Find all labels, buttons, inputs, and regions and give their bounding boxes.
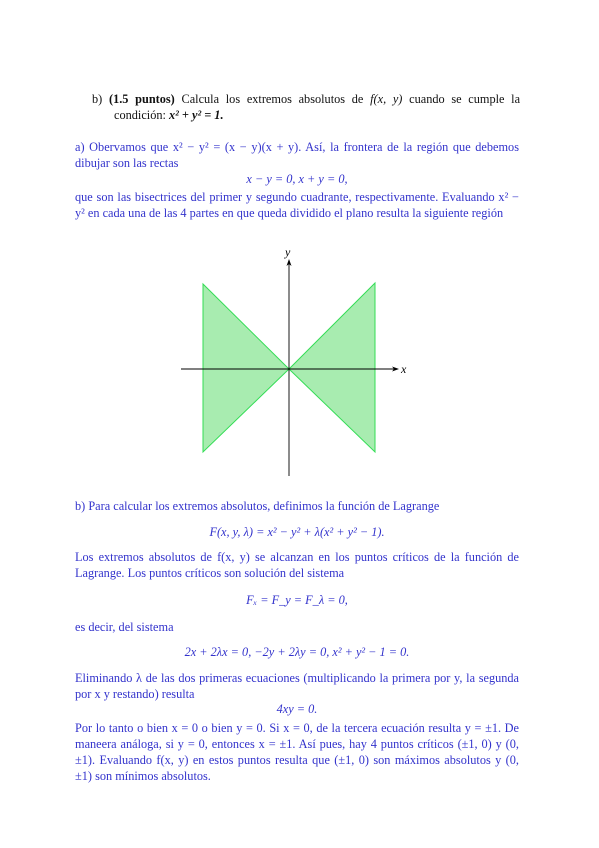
- part-a-after: que son las bisectrices del primer y segundo cuadrante, respectivamente. Evaluando x² − y² en cada una de las 4 partes en que queda dividido el plano resulta la siguiente región: [75, 190, 519, 220]
- problem-function: f(x, y): [370, 92, 403, 106]
- problem-points: (1.5 puntos): [108, 92, 175, 106]
- problem-condition: x² + y² = 1.: [169, 108, 224, 122]
- y-axis-label: y: [285, 245, 291, 259]
- part-a-intro: a) Obervamos que x² − y² = (x − y)(x + y). Así, la frontera de la región que debemos dibujar son las rectas: [75, 140, 519, 170]
- x-axis-label: x: [401, 362, 407, 376]
- region-wedge-left: [203, 284, 289, 452]
- problem-text-1: Calcula los extremos absolutos de: [181, 92, 364, 106]
- part-a-lines-equation: x − y = 0, x + y = 0,: [246, 172, 348, 186]
- part-b-paragraph-4: Eliminando λ de las dos primeras ecuaciones (multiplicando la primera por y, la segunda por x y restando) resulta: [75, 671, 519, 701]
- problem-label: b): [92, 92, 103, 106]
- part-b-paragraph-2: Los extremos absolutos de f(x, y) se alcanzan en los puntos críticos de la función de Lagrange. Los puntos críticos son solución del sistema: [75, 550, 519, 580]
- part-b-paragraph-5: Por lo tanto o bien x = 0 o bien y = 0. Si x = 0, de la tercera ecuación resulta y = ±1. De maneera análoga, si y = 0, entonces x = ±1. Así pues, hay 4 puntos críticos (±1, 0) y (0, ±1). Evaluando f(x, y) en estos puntos resulta que (±1, 0) son máximos absolutos y (0, ±1) son mínimos absolutos.: [75, 721, 519, 783]
- system-2: 2x + 2λx = 0, −2y + 2λy = 0, x² + y² − 1 = 0.: [184, 645, 410, 659]
- equation-4xy: 4xy = 0.: [276, 702, 318, 716]
- lagrange-function: F(x, y, λ) = x² − y² + λ(x² + y² − 1).: [209, 525, 385, 539]
- part-b-intro: b) Para calcular los extremos absolutos, definimos la función de Lagrange: [75, 499, 440, 513]
- system-1: Fₓ = F_y = F_λ = 0,: [246, 593, 348, 607]
- region-wedge-right: [289, 283, 375, 452]
- part-b-paragraph-3: es decir, del sistema: [75, 620, 174, 634]
- problem-text-2: cuando se cumple la condición:: [114, 92, 521, 122]
